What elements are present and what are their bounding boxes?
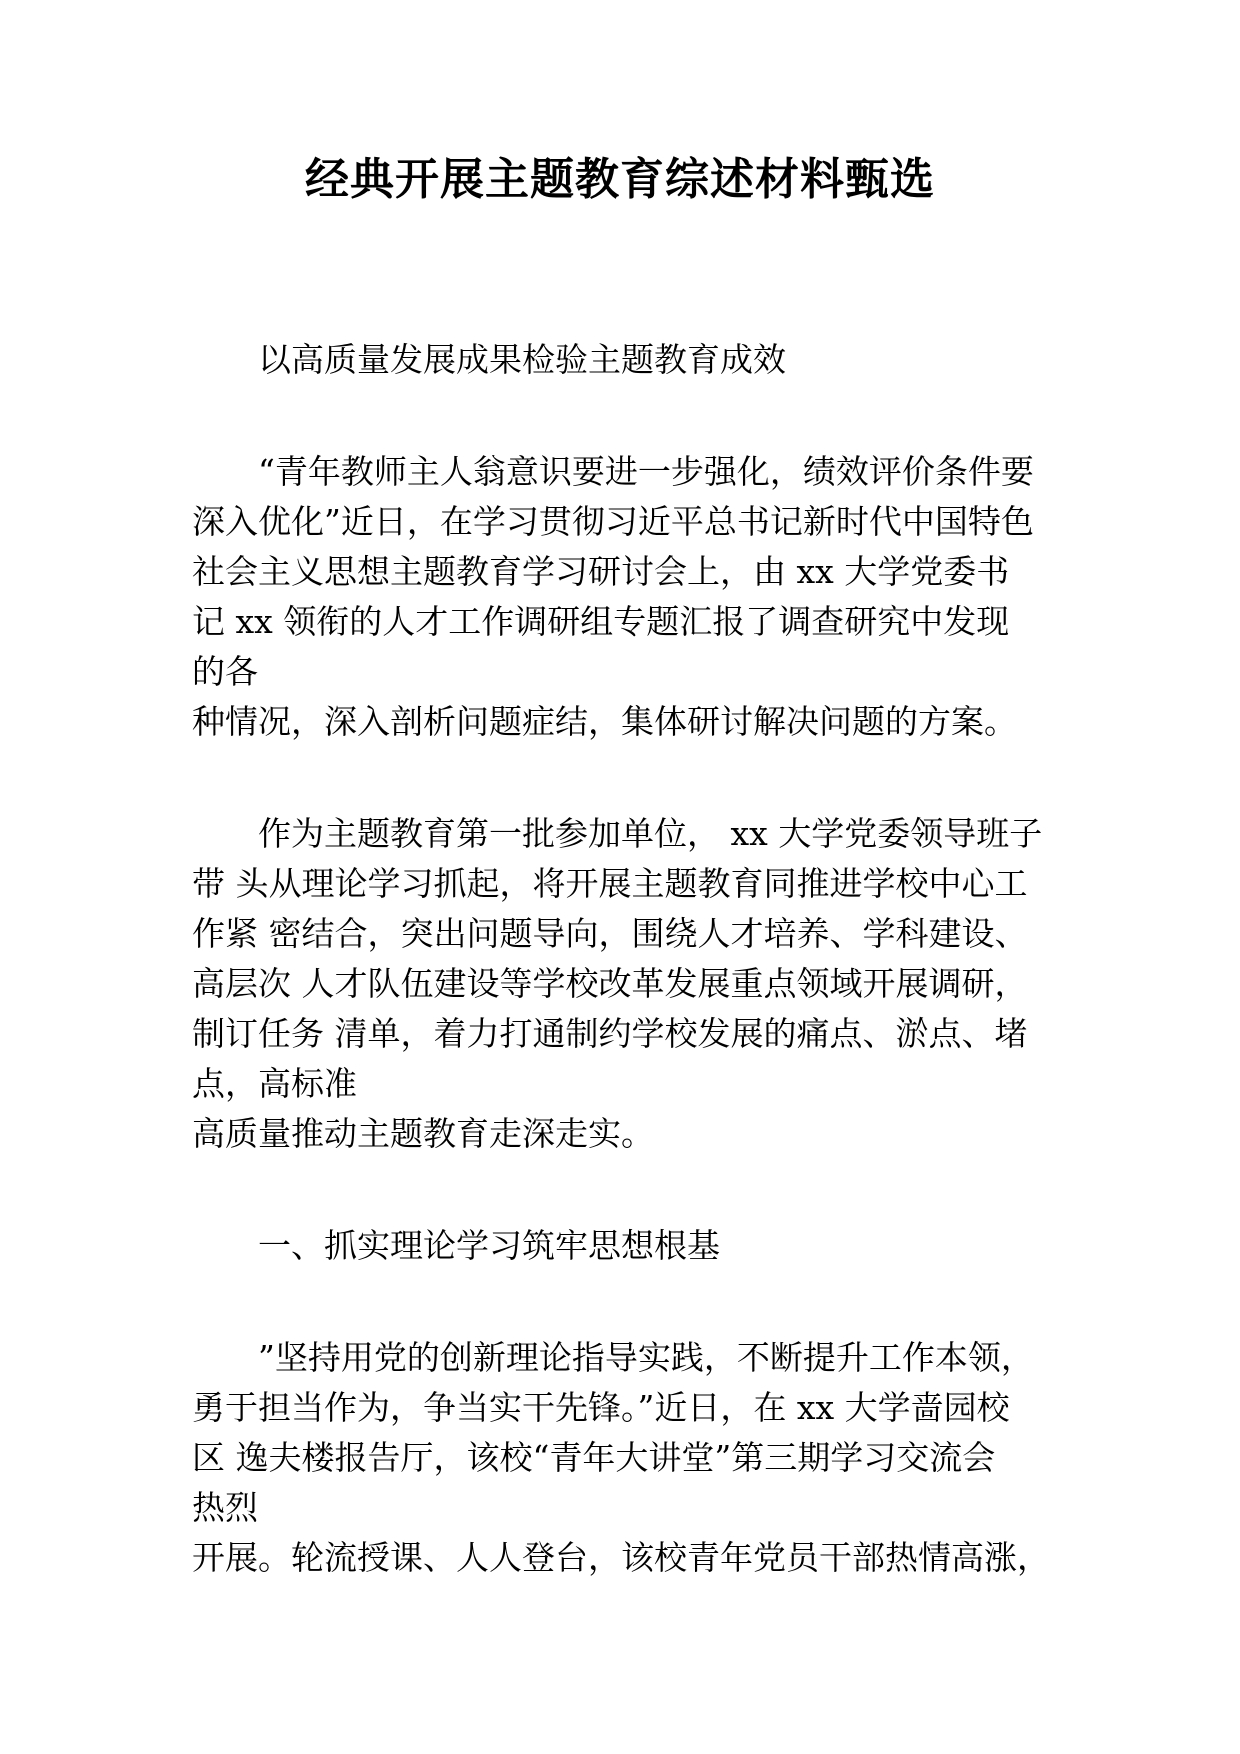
document-subtitle: 以高质量发展成果检验主题教育成效 xyxy=(258,340,786,379)
document-title: 经典开展主题教育综述材料甄选 xyxy=(305,154,935,205)
paragraph-3-line-1: ”坚持用党的创新理论指导实践，不断提升工作本领， xyxy=(258,1338,1034,1377)
paragraph-1-line-5: 的各 xyxy=(192,652,258,691)
paragraph-2-line-4: 高层次 人才队伍建设等学校改革发展重点领域开展调研， xyxy=(192,964,1028,1003)
paragraph-2-line-5: 制订任务 清单，着力打通制约学校发展的痛点、淤点、堵 xyxy=(192,1014,1028,1053)
paragraph-2-line-1: 作为主题教育第一批参加单位， xx 大学党委领导班子 xyxy=(258,814,1043,853)
paragraph-1-line-3: 社会主义思想主题教育学习研讨会上，由 xx 大学党委书 xyxy=(192,552,1010,591)
section-heading-1: 一、抓实理论学习筑牢思想根基 xyxy=(258,1226,720,1265)
paragraph-1-line-4: 记 xx 领衔的人才工作调研组专题汇报了调查研究中发现 xyxy=(192,602,1010,641)
paragraph-3-line-4: 热烈 xyxy=(192,1488,258,1527)
paragraph-2-line-3: 作紧 密结合，突出问题导向，围绕人才培养、学科建设、 xyxy=(192,914,1028,953)
paragraph-3-line-5: 开展。轮流授课、人人登台，该校青年党员干部热情高涨， xyxy=(192,1538,1050,1577)
paragraph-1-line-1: “青年教师主人翁意识要进一步强化，绩效评价条件要 xyxy=(258,452,1034,491)
paragraph-3-line-3: 区 逸夫楼报告厅，该校“青年大讲堂”第三期学习交流会 xyxy=(192,1438,996,1477)
paragraph-1-line-2: 深入优化”近日，在学习贯彻习近平总书记新时代中国特色 xyxy=(192,502,1034,541)
paragraph-2-line-7: 高质量推动主题教育走深走实。 xyxy=(192,1114,654,1153)
paragraph-2-line-6: 点，高标准 xyxy=(192,1064,357,1103)
paragraph-3-line-2: 勇于担当作为，争当实干先锋。”近日，在 xx 大学啬园校 xyxy=(192,1388,1010,1427)
paragraph-2-line-2: 带 头从理论学习抓起，将开展主题教育同推进学校中心工 xyxy=(192,864,1028,903)
paragraph-1-line-6: 种情况，深入剖析问题症结，集体研讨解决问题的方案。 xyxy=(192,702,1017,741)
